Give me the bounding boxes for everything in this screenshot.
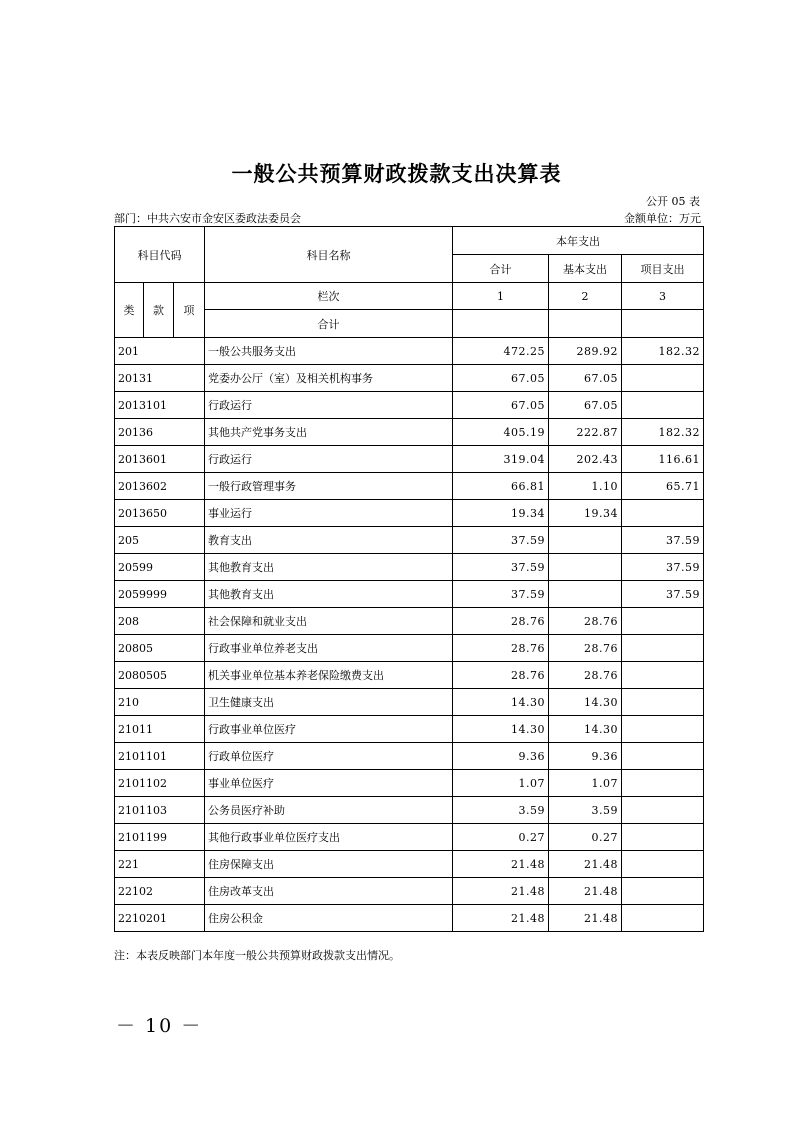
row-code: 205 — [115, 527, 205, 554]
row-total: 28.76 — [453, 635, 549, 662]
row-basic: 289.92 — [549, 338, 622, 365]
table-row — [115, 689, 704, 716]
row-code: 201 — [115, 338, 205, 365]
row-total: 405.19 — [453, 419, 549, 446]
row-project: 37.59 — [622, 527, 704, 554]
row-project — [622, 743, 704, 770]
row-total: 37.59 — [453, 527, 549, 554]
header-lei: 类 — [115, 283, 144, 338]
table-row — [115, 338, 704, 365]
column-label: 栏次 — [205, 283, 453, 310]
row-total: 472.25 — [453, 338, 549, 365]
table-row — [115, 500, 704, 527]
row-total: 67.05 — [453, 365, 549, 392]
header-xiang: 项 — [174, 283, 205, 338]
row-code: 221 — [115, 851, 205, 878]
table-row — [115, 554, 704, 581]
table-row — [115, 878, 704, 905]
row-name: 事业单位医疗 — [205, 770, 453, 797]
table-note: 注：本表反映部门本年度一般公共预算财政拨款支出情况。 — [114, 949, 400, 962]
row-project — [622, 635, 704, 662]
row-total: 28.76 — [453, 608, 549, 635]
row-total: 9.36 — [453, 743, 549, 770]
row-project: 37.59 — [622, 554, 704, 581]
table-row — [115, 365, 704, 392]
row-code: 2210201 — [115, 905, 205, 932]
row-code: 2101102 — [115, 770, 205, 797]
row-code: 2101103 — [115, 797, 205, 824]
row-basic: 0.27 — [549, 824, 622, 851]
table-row — [115, 662, 704, 689]
row-code: 208 — [115, 608, 205, 635]
row-basic: 28.76 — [549, 635, 622, 662]
row-code: 2059999 — [115, 581, 205, 608]
row-total: 37.59 — [453, 581, 549, 608]
row-name: 行政事业单位养老支出 — [205, 635, 453, 662]
row-name: 住房改革支出 — [205, 878, 453, 905]
row-project — [622, 365, 704, 392]
row-total: 37.59 — [453, 554, 549, 581]
row-project — [622, 851, 704, 878]
page-title: 一般公共预算财政拨款支出决算表 — [231, 161, 562, 186]
row-name: 其他教育支出 — [205, 581, 453, 608]
row-basic: 21.48 — [549, 905, 622, 932]
row-total: 3.59 — [453, 797, 549, 824]
row-project — [622, 608, 704, 635]
row-name: 行政运行 — [205, 446, 453, 473]
row-name: 一般公共服务支出 — [205, 338, 453, 365]
row-total: 319.04 — [453, 446, 549, 473]
row-basic: 222.87 — [549, 419, 622, 446]
row-project — [622, 797, 704, 824]
row-basic — [549, 527, 622, 554]
row-total: 66.81 — [453, 473, 549, 500]
row-project: 37.59 — [622, 581, 704, 608]
row-project — [622, 662, 704, 689]
table-row — [115, 824, 704, 851]
header-project: 项目支出 — [622, 255, 704, 283]
row-name: 其他共产党事务支出 — [205, 419, 453, 446]
row-name: 住房公积金 — [205, 905, 453, 932]
row-project — [622, 824, 704, 851]
row-project: 65.71 — [622, 473, 704, 500]
table-row — [115, 905, 704, 932]
row-total: 21.48 — [453, 878, 549, 905]
table-row — [115, 743, 704, 770]
row-total: 14.30 — [453, 716, 549, 743]
row-project — [622, 500, 704, 527]
row-basic: 28.76 — [549, 608, 622, 635]
row-code: 2013601 — [115, 446, 205, 473]
row-name: 住房保障支出 — [205, 851, 453, 878]
expenditure-table — [114, 226, 704, 932]
header-current-year: 本年支出 — [453, 227, 704, 255]
row-basic: 21.48 — [549, 878, 622, 905]
table-row — [115, 446, 704, 473]
row-code: 22102 — [115, 878, 205, 905]
row-basic — [549, 581, 622, 608]
row-name: 公务员医疗补助 — [205, 797, 453, 824]
sum-basic-cell — [549, 310, 622, 338]
row-name: 行政运行 — [205, 392, 453, 419]
page-number: － 10 － — [116, 1015, 203, 1037]
table-row — [115, 419, 704, 446]
table-row — [115, 473, 704, 500]
row-total: 21.48 — [453, 905, 549, 932]
row-name: 其他教育支出 — [205, 554, 453, 581]
row-basic — [549, 554, 622, 581]
row-basic: 14.30 — [549, 689, 622, 716]
row-code: 20131 — [115, 365, 205, 392]
row-project — [622, 770, 704, 797]
table-row — [115, 392, 704, 419]
table-row — [115, 608, 704, 635]
row-basic: 67.05 — [549, 392, 622, 419]
row-basic: 19.34 — [549, 500, 622, 527]
row-basic: 28.76 — [549, 662, 622, 689]
row-total: 67.05 — [453, 392, 549, 419]
row-project: 116.61 — [622, 446, 704, 473]
row-name: 其他行政事业单位医疗支出 — [205, 824, 453, 851]
row-total: 14.30 — [453, 689, 549, 716]
amount-unit-label: 金额单位：万元 — [624, 212, 701, 225]
header-name: 科目名称 — [205, 227, 453, 283]
header-basic: 基本支出 — [549, 255, 622, 283]
row-total: 1.07 — [453, 770, 549, 797]
row-name: 事业运行 — [205, 500, 453, 527]
row-name: 机关事业单位基本养老保险缴费支出 — [205, 662, 453, 689]
row-name: 社会保障和就业支出 — [205, 608, 453, 635]
table-row — [115, 635, 704, 662]
table-row — [115, 716, 704, 743]
row-name: 行政事业单位医疗 — [205, 716, 453, 743]
row-project — [622, 878, 704, 905]
row-total: 28.76 — [453, 662, 549, 689]
table-row — [115, 770, 704, 797]
row-code: 20599 — [115, 554, 205, 581]
row-project: 182.32 — [622, 338, 704, 365]
row-project — [622, 689, 704, 716]
row-basic: 9.36 — [549, 743, 622, 770]
row-basic: 3.59 — [549, 797, 622, 824]
table-row — [115, 581, 704, 608]
header-total: 合计 — [453, 255, 549, 283]
row-project — [622, 392, 704, 419]
row-name: 卫生健康支出 — [205, 689, 453, 716]
header-code: 科目代码 — [115, 227, 205, 283]
row-project — [622, 905, 704, 932]
row-total: 0.27 — [453, 824, 549, 851]
row-code: 2080505 — [115, 662, 205, 689]
row-code: 21011 — [115, 716, 205, 743]
row-project — [622, 716, 704, 743]
table-row — [115, 851, 704, 878]
table-row — [115, 797, 704, 824]
row-total: 19.34 — [453, 500, 549, 527]
sum-project-cell — [622, 310, 704, 338]
row-name: 一般行政管理事务 — [205, 473, 453, 500]
row-name: 行政单位医疗 — [205, 743, 453, 770]
row-basic: 14.30 — [549, 716, 622, 743]
row-code: 20805 — [115, 635, 205, 662]
row-basic: 1.10 — [549, 473, 622, 500]
row-basic: 67.05 — [549, 365, 622, 392]
table-row — [115, 527, 704, 554]
row-code: 2101199 — [115, 824, 205, 851]
row-basic: 1.07 — [549, 770, 622, 797]
department-label: 部门：中共六安市金安区委政法委员会 — [114, 212, 301, 225]
column-number-3: 3 — [622, 283, 704, 310]
row-code: 20136 — [115, 419, 205, 446]
form-number: 公开 05 表 — [646, 195, 700, 208]
column-number-1: 1 — [453, 283, 549, 310]
row-code: 2013650 — [115, 500, 205, 527]
row-total: 21.48 — [453, 851, 549, 878]
row-code: 2101101 — [115, 743, 205, 770]
column-number-2: 2 — [549, 283, 622, 310]
row-name: 党委办公厅（室）及相关机构事务 — [205, 365, 453, 392]
row-basic: 21.48 — [549, 851, 622, 878]
row-basic: 202.43 — [549, 446, 622, 473]
header-kuan: 款 — [144, 283, 174, 338]
row-code: 2013101 — [115, 392, 205, 419]
row-code: 210 — [115, 689, 205, 716]
sum-label: 合计 — [205, 310, 453, 338]
sum-total-cell — [453, 310, 549, 338]
row-name: 教育支出 — [205, 527, 453, 554]
row-project: 182.32 — [622, 419, 704, 446]
row-code: 2013602 — [115, 473, 205, 500]
